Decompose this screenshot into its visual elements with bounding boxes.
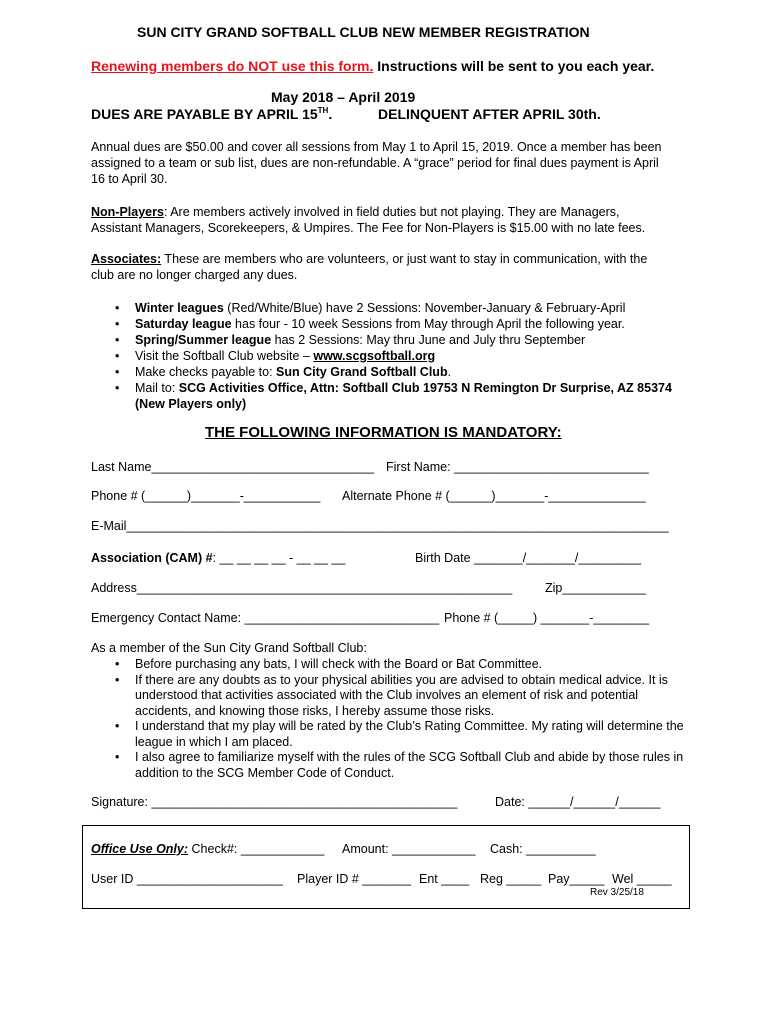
signature-field[interactable]: Signature: ____________________________________________ — [91, 795, 458, 809]
mail-address: SCG Activities Office, Attn: Softball Club 19753 N Remington Dr Surprise, AZ 85374 — [178, 381, 672, 395]
mail-text: Mail to: — [135, 381, 179, 395]
office-check-row — [91, 842, 324, 856]
list-item: • Before purchasing any bats, I will check with the Board or Bat Committee. — [91, 657, 691, 673]
agreement-intro: As a member of the Sun City Grand Softball Club: — [91, 641, 367, 655]
first-name-field[interactable]: First Name: ____________________________ — [386, 460, 649, 474]
spring-label: Spring/Summer league — [135, 333, 272, 347]
non-players-label: Non-Players — [91, 205, 164, 219]
form-title: SUN CITY GRAND SOFTBALL CLUB NEW MEMBER REGISTRATION — [137, 24, 590, 40]
season-period: May 2018 – April 2019 — [271, 89, 416, 105]
checks-end: . — [447, 365, 452, 379]
list-item: • I also agree to familiarize myself with the rules of the SCG Softball Club and abide by those rules in addition to the SCG Member Code of Conduct. — [91, 750, 691, 781]
renewal-notice — [91, 58, 654, 74]
mail-note: (New Players only) — [135, 397, 247, 411]
list-item — [91, 332, 672, 348]
office-cash[interactable]: Cash: __________ — [490, 842, 596, 856]
website-link[interactable]: www.scgsoftball.org — [313, 349, 436, 363]
association-field[interactable] — [91, 551, 345, 565]
office-amount[interactable]: Amount: ____________ — [342, 842, 476, 856]
visit-text: Visit the Softball Club website – — [135, 349, 314, 363]
agreement-list — [91, 657, 691, 781]
association-label: Association (CAM) # — [91, 551, 213, 565]
checks-text: Make checks payable to: — [135, 365, 277, 379]
dues-deadline — [91, 106, 332, 122]
associates-label: Associates: — [91, 252, 162, 266]
emergency-contact-field[interactable]: Emergency Contact Name: ____________________________ — [91, 611, 440, 625]
associates-paragraph — [91, 251, 671, 283]
office-pay[interactable]: Pay_____ — [548, 872, 605, 886]
birth-date-field[interactable]: Birth Date _______/_______/_________ — [415, 551, 641, 565]
revision-date: Rev 3/25/18 — [590, 887, 644, 898]
address-field[interactable]: Address______________________________________________________ — [91, 581, 513, 595]
list-item — [91, 300, 672, 316]
saturday-label: Saturday league — [135, 317, 232, 331]
alt-phone-field[interactable]: Alternate Phone # (______)_______-______________ — [342, 489, 646, 503]
renew-warning: Renewing members do NOT use this form. — [91, 58, 374, 74]
winter-text: (Red/White/Blue) have 2 Sessions: November-January & February-April — [223, 301, 626, 315]
office-check[interactable]: Check#: ____________ — [191, 842, 325, 856]
saturday-text: has four - 10 week Sessions from May through April the following year. — [231, 317, 625, 331]
renew-note: Instructions will be sent to you each year. — [377, 58, 655, 74]
dues-period: . — [328, 106, 333, 122]
date-field[interactable]: Date: ______/______/______ — [495, 795, 661, 809]
list-item — [91, 348, 672, 364]
mandatory-heading: THE FOLLOWING INFORMATION IS MANDATORY: — [205, 424, 562, 441]
dues-sup: TH — [317, 106, 329, 115]
annual-dues-paragraph: Annual dues are $50.00 and cover all sessions from May 1 to April 15, 2019. Once a member has been assigned to a team or sub list, dues are non-refundable. A “grace” period for final dues payment is April 16 to April 30. — [91, 140, 662, 186]
office-user-id[interactable]: User ID _____________________ — [91, 872, 283, 886]
winter-label: Winter leagues — [135, 301, 224, 315]
office-ent[interactable]: Ent ____ — [419, 872, 470, 886]
list-item: • I understand that my play will be rated by the Club’s Rating Committee. My rating will determine the league in which I am placed. — [91, 719, 691, 750]
association-blank: : __ __ __ __ - __ __ __ — [212, 551, 346, 565]
non-players-paragraph — [91, 204, 671, 236]
office-label: Office Use Only: — [91, 842, 189, 856]
phone-field[interactable]: Phone # (______)_______-___________ — [91, 489, 321, 503]
list-item — [91, 380, 672, 412]
office-wel[interactable]: Wel _____ — [612, 872, 672, 886]
delinquent-notice: DELINQUENT AFTER APRIL 30th. — [378, 106, 601, 122]
list-item — [91, 316, 672, 332]
emergency-phone-field[interactable]: Phone # (_____) _______-________ — [444, 611, 650, 625]
associates-text: These are members who are volunteers, or just want to stay in communication, with the club are no longer charged any dues. — [91, 252, 648, 282]
non-players-text: : Are members actively involved in field duties but not playing. They are Managers, Assistant Managers, Scorekeepers, & Umpires. The Fee for Non-Players is $15.00 with no late fees. — [91, 205, 646, 235]
zip-field[interactable]: Zip____________ — [545, 581, 646, 595]
checks-payee: Sun City Grand Softball Club — [276, 365, 448, 379]
dues-payable: DUES ARE PAYABLE BY APRIL 15 — [91, 106, 318, 122]
league-info-list — [91, 300, 672, 412]
office-reg[interactable]: Reg _____ — [480, 872, 542, 886]
spring-text: has 2 Sessions: May thru June and July thru September — [271, 333, 586, 347]
email-field[interactable]: E-Mail______________________________________________________________________________ — [91, 519, 669, 533]
office-player-id[interactable]: Player ID # _______ — [297, 872, 411, 886]
last-name-field[interactable]: Last Name________________________________ — [91, 460, 374, 474]
list-item — [91, 364, 672, 380]
list-item: • If there are any doubts as to your physical abilities you are advised to obtain medical advice. It is understood that activities associated with the Club involves an element of risk and potential accidents, and knowing those risks, I hereby assume those risks. — [91, 673, 691, 720]
